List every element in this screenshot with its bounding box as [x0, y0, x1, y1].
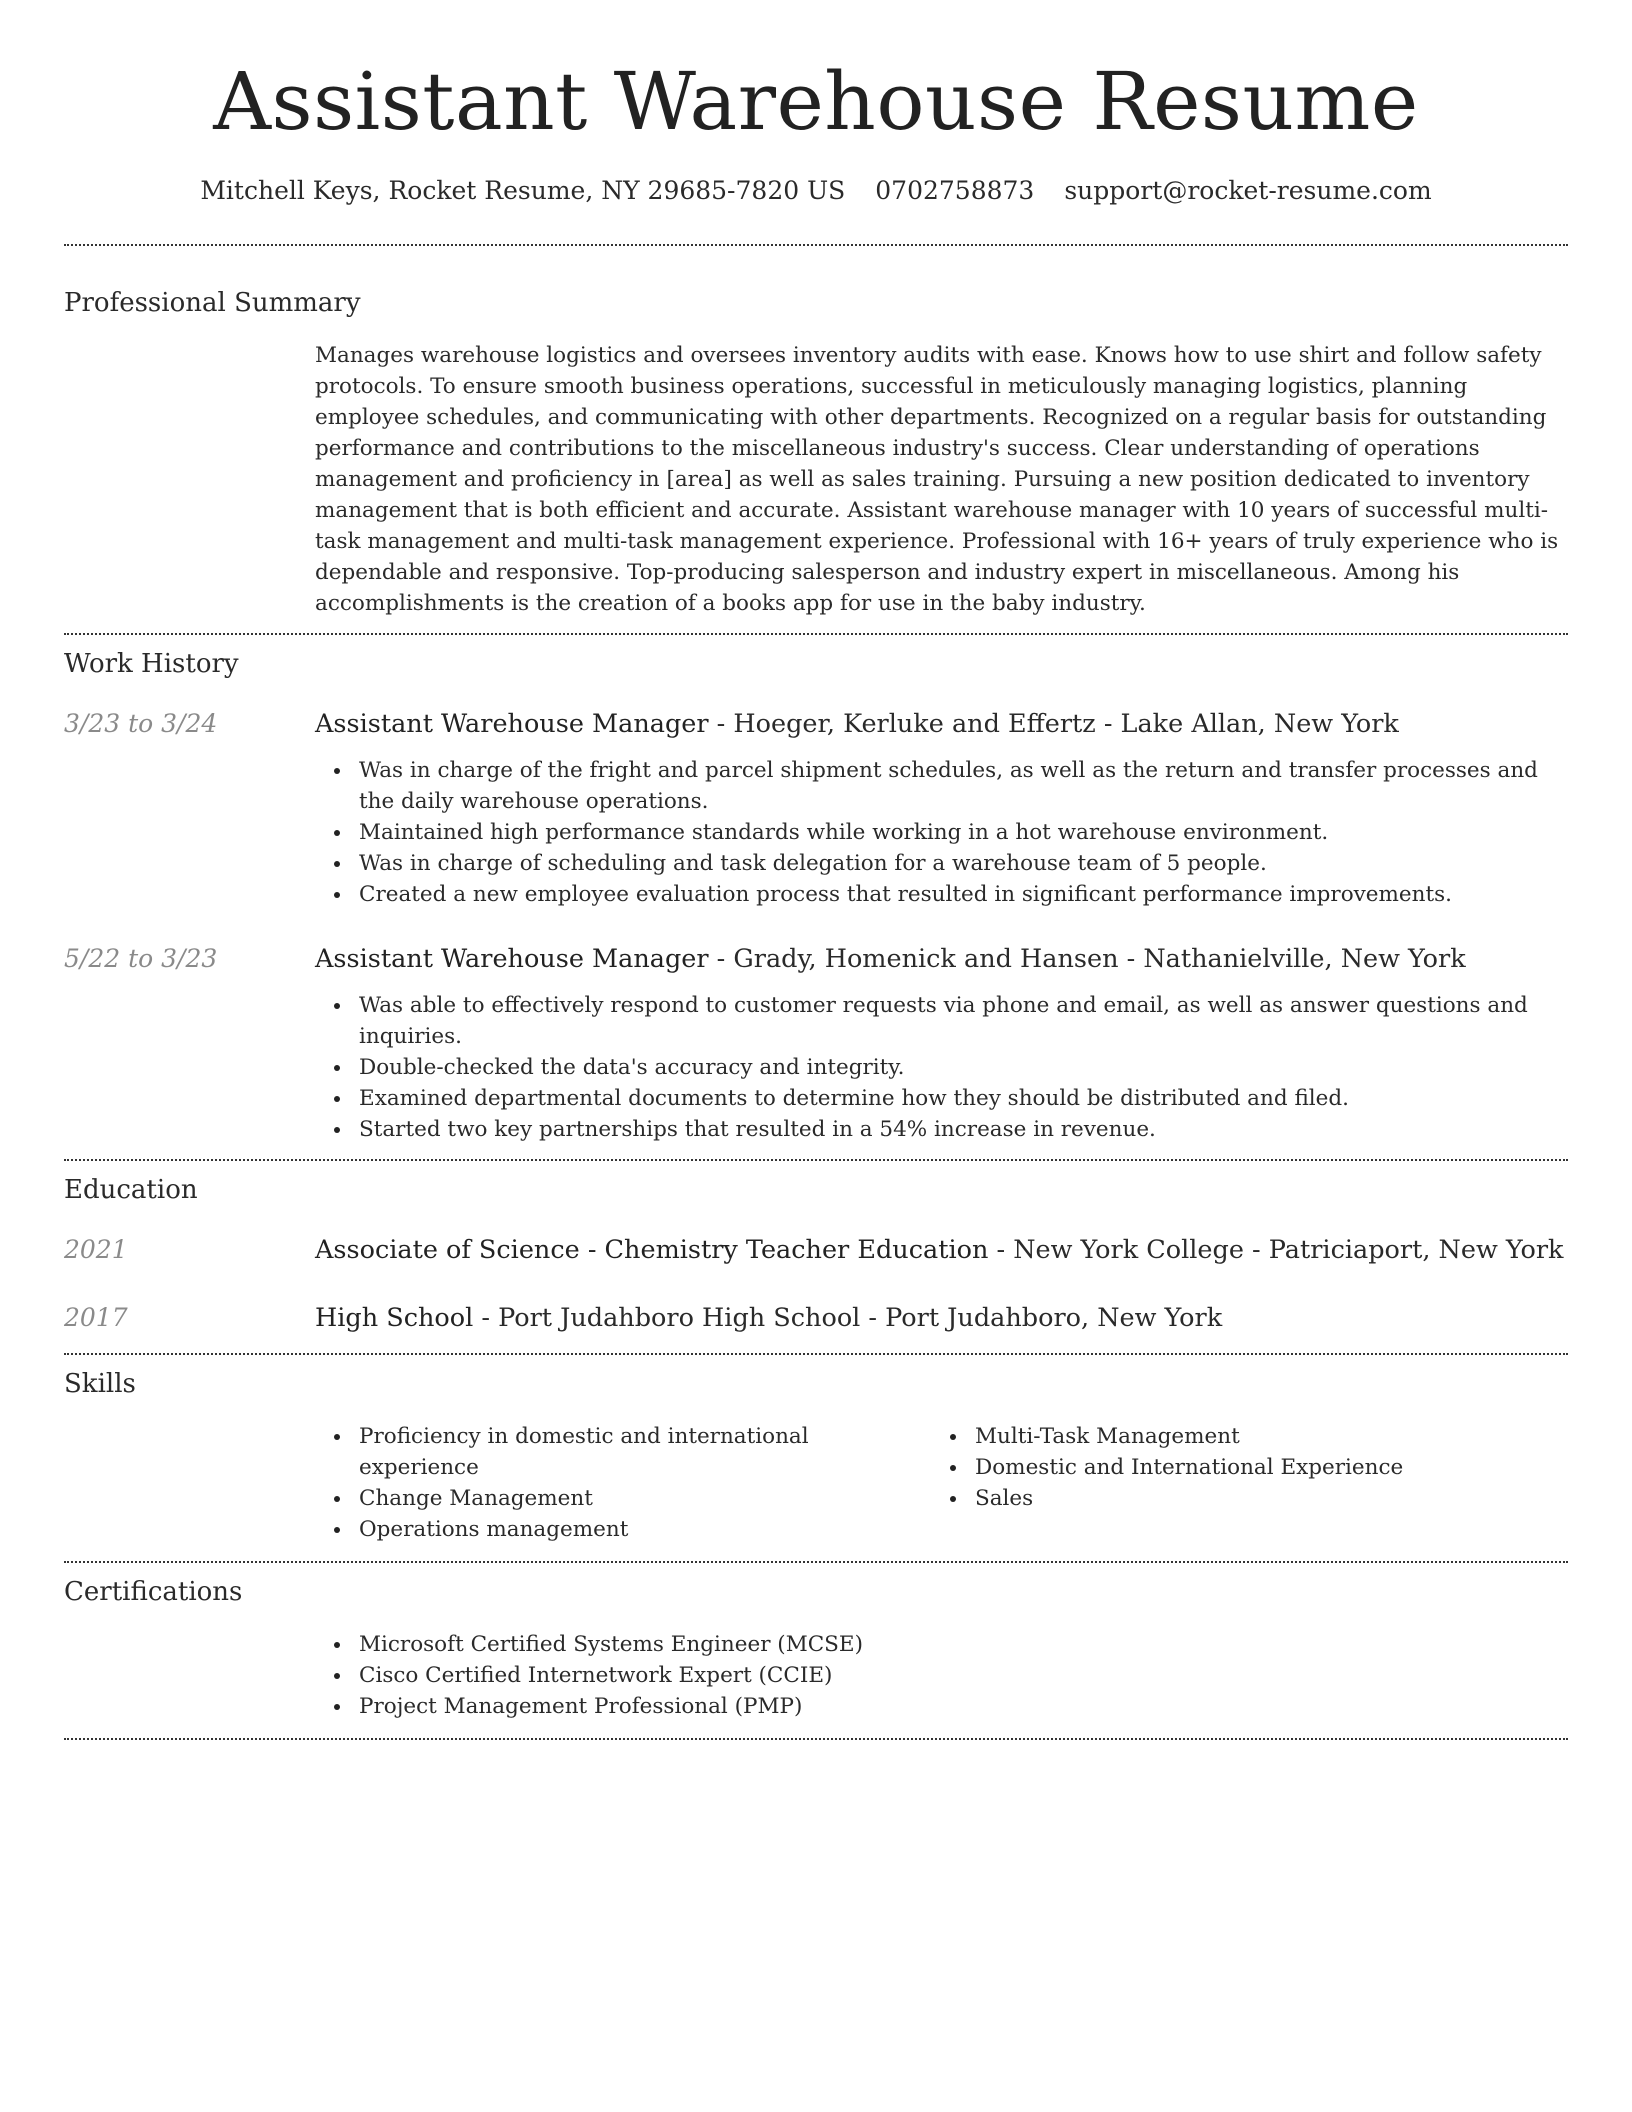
education-year: 2021 [64, 1235, 128, 1264]
education-degree: Associate of Science - Chemistry Teacher Education [315, 1235, 989, 1265]
certification-item: Microsoft Certified Systems Engineer (MCSE) [315, 1629, 1568, 1660]
list-item: Maintained high performance standards while working in a hot warehouse environment. [315, 817, 1568, 848]
list-item: Was in charge of scheduling and task delegation for a warehouse team of 5 people. [315, 848, 1568, 879]
education-degree: High School [315, 1303, 474, 1333]
job-role: Assistant Warehouse Manager [315, 944, 709, 974]
contact-address: Mitchell Keys, Rocket Resume, NY 29685-7820 US [200, 176, 846, 205]
list-item: Was in charge of the fright and parcel shipment schedules, as well as the return and transfer processes and the daily warehouse operations. [315, 755, 1568, 817]
list-item: Was able to effectively respond to customer requests via phone and email, as well as answer questions and inquiries. [315, 990, 1568, 1052]
skills-section [64, 1367, 1568, 1545]
section-divider [64, 1561, 1568, 1563]
education-header [315, 1301, 1222, 1335]
job-company-location: - Hoeger, Kerluke and Effertz - Lake Allan, New York [708, 709, 1399, 739]
job-header [315, 942, 1466, 976]
section-divider [64, 633, 1568, 635]
skill-item: Multi-Task Management [931, 1421, 1547, 1452]
contact-email: support@rocket-resume.com [1064, 176, 1432, 205]
skill-item: Proficiency in domestic and international experience [315, 1421, 931, 1483]
list-item: Started two key partnerships that resulted in a 54% increase in revenue. [315, 1114, 1568, 1145]
job-header [315, 707, 1399, 741]
job-role: Assistant Warehouse Manager [315, 709, 709, 739]
list-item: Created a new employee evaluation process that resulted in significant performance improvements. [315, 879, 1568, 910]
education-section [64, 1173, 1568, 1335]
job-dates: 3/23 to 3/24 [64, 709, 218, 738]
section-divider [64, 1353, 1568, 1355]
skill-item: Operations management [315, 1514, 931, 1545]
certifications-heading: Certifications [64, 1577, 243, 1607]
certifications-section [64, 1575, 1568, 1722]
section-divider [64, 1159, 1568, 1161]
section-divider [64, 244, 1568, 246]
job-bullets [315, 755, 1568, 910]
summary-heading: Professional Summary [64, 288, 361, 318]
education-year: 2017 [64, 1303, 128, 1332]
skill-item: Domestic and International Experience [931, 1452, 1547, 1483]
certification-item: Project Management Professional (PMP) [315, 1691, 1568, 1722]
summary-section [64, 286, 1568, 619]
contact-phone: 0702758873 [875, 176, 1035, 205]
education-header [315, 1233, 1563, 1267]
job-dates: 5/22 to 3/23 [64, 944, 218, 973]
education-entry [64, 1301, 1568, 1335]
section-divider [64, 1738, 1568, 1740]
job-entry [64, 942, 1568, 976]
job-entry [64, 707, 1568, 741]
work-history-heading: Work History [64, 649, 239, 679]
certifications-list [315, 1629, 1568, 1722]
skills-column [315, 1421, 931, 1545]
resume-title: Assistant Warehouse Resume [213, 55, 1419, 148]
skills-grid [315, 1421, 1568, 1545]
education-school-location: - New York College - Patriciaport, New York [988, 1235, 1564, 1265]
skill-item: Change Management [315, 1483, 931, 1514]
skills-column [931, 1421, 1547, 1545]
education-heading: Education [64, 1175, 198, 1205]
list-item: Examined departmental documents to determine how they should be distributed and filed. [315, 1083, 1568, 1114]
education-school-location: - Port Judahboro High School - Port Judahboro, New York [473, 1303, 1223, 1333]
skill-item: Sales [931, 1483, 1547, 1514]
job-company-location: - Grady, Homenick and Hansen - Nathanielville, New York [708, 944, 1466, 974]
job-bullets [315, 990, 1568, 1145]
contact-line [64, 174, 1568, 208]
summary-text: Manages warehouse logistics and oversees inventory audits with ease. Knows how to use shirt and follow safety protocols. To ensure smooth business operations, successful in meticulously managing logistics, planning employee schedules, and communicating with other departments. Recognized on a regular basis for outstanding performance and contributions to the miscellaneous industry's success. Clear understanding of operations management and proficiency in [area] as well as sales training. Pursuing a new position dedicated to inventory management that is both efficient and accurate. Assistant warehouse manager with 10 years of successful multi-task management and multi-task management experience. Professional with 16+ years of truly experience who is dependable and responsive. Top-producing salesperson and industry expert in miscellaneous. Among his accomplishments is the creation of a books app for use in the baby industry. [315, 343, 1559, 616]
education-entry [64, 1233, 1568, 1267]
work-history-section [64, 647, 1568, 1145]
list-item: Double-checked the data's accuracy and integrity. [315, 1052, 1568, 1083]
certification-item: Cisco Certified Internetwork Expert (CCIE) [315, 1660, 1568, 1691]
skills-heading: Skills [64, 1369, 136, 1399]
